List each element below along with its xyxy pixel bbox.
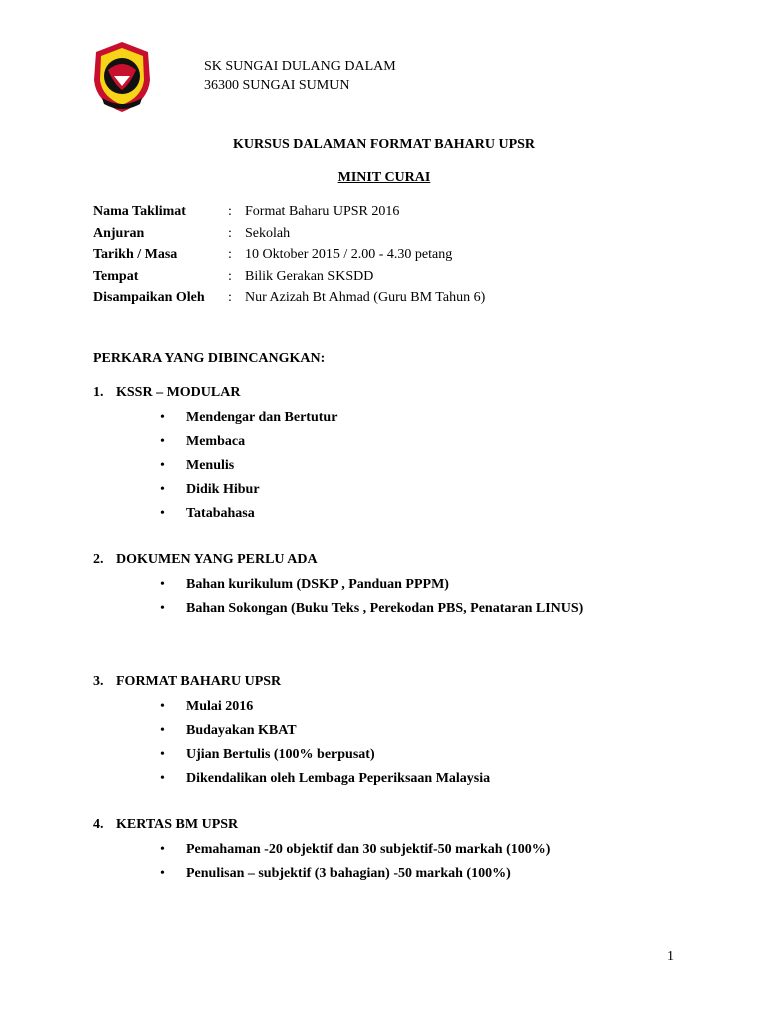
info-colon: : bbox=[228, 290, 232, 305]
school-name: SK SUNGAI DULANG DALAM bbox=[204, 59, 396, 74]
bullet-icon: • bbox=[160, 747, 165, 762]
bullet-icon: • bbox=[160, 866, 165, 881]
bullet-icon: • bbox=[160, 577, 165, 592]
info-colon: : bbox=[228, 204, 232, 219]
info-value: Sekolah bbox=[245, 225, 291, 241]
info-label: Anjuran bbox=[93, 225, 145, 241]
page-number: 1 bbox=[667, 949, 674, 964]
section-title-text: FORMAT BAHARU UPSR bbox=[116, 674, 282, 689]
list-item-text: Didik Hibur bbox=[186, 482, 260, 497]
bullet-icon: • bbox=[160, 723, 165, 738]
section-title-text: KERTAS BM UPSR bbox=[116, 817, 239, 832]
list-item-text: Menulis bbox=[186, 458, 235, 473]
info-colon: : bbox=[228, 247, 232, 262]
section-number: 3. bbox=[93, 674, 104, 689]
section-number: 2. bbox=[93, 552, 104, 567]
list-item-text: Membaca bbox=[186, 434, 246, 449]
section-number: 4. bbox=[93, 817, 104, 832]
info-label: Nama Taklimat bbox=[93, 204, 186, 219]
document-subtitle: MINIT CURAI bbox=[337, 170, 431, 185]
list-item-text: Ujian Bertulis (100% berpusat) bbox=[186, 747, 375, 762]
discussion-heading: PERKARA YANG DIBINCANGKAN: bbox=[93, 351, 326, 366]
school-address: 36300 SUNGAI SUMUN bbox=[204, 78, 350, 93]
info-value: Bilik Gerakan SKSDD bbox=[245, 268, 374, 284]
info-colon: : bbox=[228, 225, 232, 241]
bullet-icon: • bbox=[160, 410, 165, 425]
list-item-text: Pemahaman -20 objektif dan 30 subjektif-50 markah (100%) bbox=[186, 842, 551, 857]
bullet-icon: • bbox=[160, 601, 165, 616]
info-colon: : bbox=[228, 268, 232, 284]
section-title-text: KSSR – MODULAR bbox=[116, 385, 241, 400]
section-title bbox=[93, 552, 318, 568]
bullet-icon: • bbox=[160, 458, 165, 473]
info-value: Nur Azizah Bt Ahmad (Guru BM Tahun 6) bbox=[245, 290, 486, 305]
list-item-text: Bahan kurikulum (DSKP , Panduan PPPM) bbox=[186, 577, 449, 592]
school-crest-icon bbox=[90, 40, 154, 114]
bullet-icon: • bbox=[160, 699, 165, 714]
info-value: 10 Oktober 2015 / 2.00 - 4.30 petang bbox=[245, 247, 453, 262]
list-item-text: Budayakan KBAT bbox=[186, 723, 297, 738]
document-title: KURSUS DALAMAN FORMAT BAHARU UPSR bbox=[232, 137, 536, 152]
list-item-text: Penulisan – subjektif (3 bahagian) -50 markah (100%) bbox=[186, 866, 511, 881]
bullet-icon: • bbox=[160, 434, 165, 449]
list-item-text: Tatabahasa bbox=[186, 506, 255, 521]
bullet-icon: • bbox=[160, 842, 165, 857]
list-item-text: Mendengar dan Bertutur bbox=[186, 410, 338, 425]
bullet-icon: • bbox=[160, 482, 165, 497]
section-title bbox=[93, 385, 241, 401]
bullet-icon: • bbox=[160, 506, 165, 521]
bullet-icon: • bbox=[160, 771, 165, 786]
info-label: Disampaikan Oleh bbox=[93, 290, 205, 305]
info-value: Format Baharu UPSR 2016 bbox=[245, 204, 400, 219]
section-title bbox=[93, 817, 239, 833]
section-number: 1. bbox=[93, 385, 104, 400]
school-header bbox=[204, 57, 396, 95]
list-item-text: Dikendalikan oleh Lembaga Peperiksaan Malaysia bbox=[186, 771, 491, 786]
list-item-text: Bahan Sokongan (Buku Teks , Perekodan PBS, Penataran LINUS) bbox=[186, 601, 584, 616]
info-label: Tempat bbox=[93, 268, 139, 284]
section-title-text: DOKUMEN YANG PERLU ADA bbox=[116, 552, 318, 567]
info-label: Tarikh / Masa bbox=[93, 247, 178, 262]
section-title bbox=[93, 674, 282, 690]
list-item-text: Mulai 2016 bbox=[186, 699, 254, 714]
